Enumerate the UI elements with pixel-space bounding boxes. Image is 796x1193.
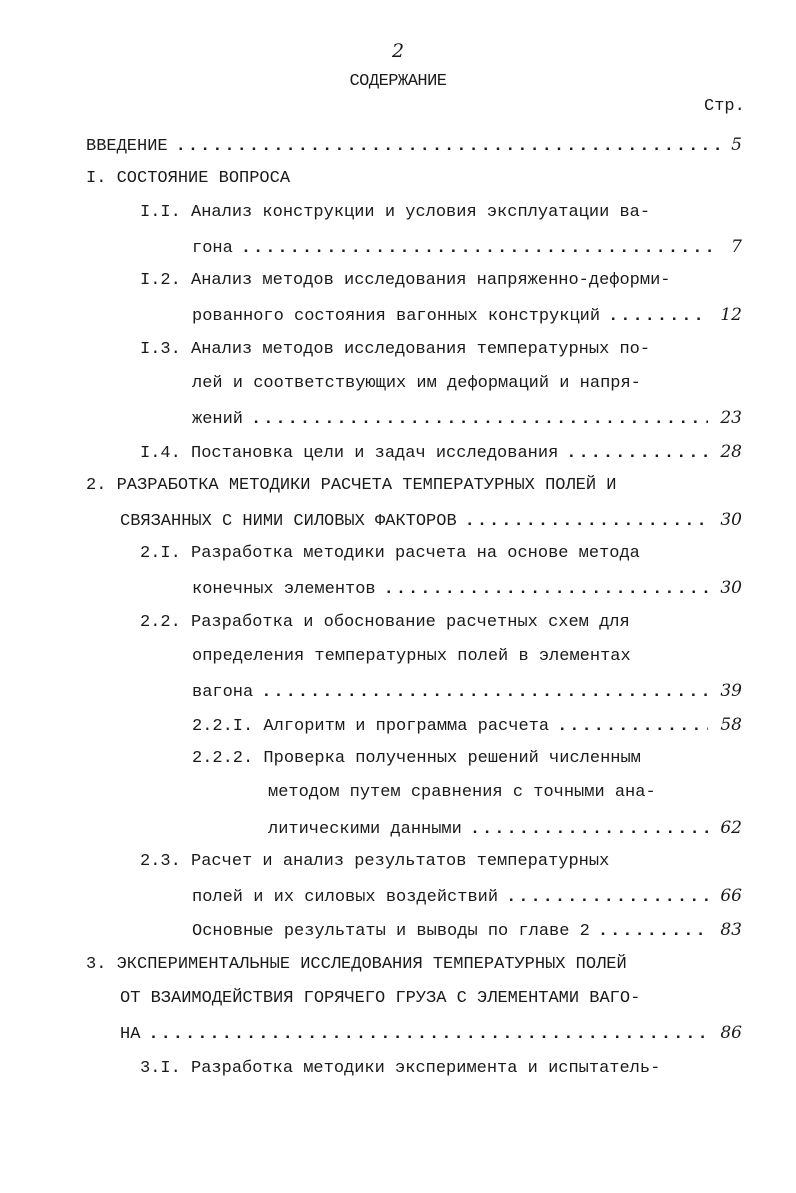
toc-entry-chapter-3-line-3[interactable] — [120, 1020, 742, 1046]
toc-entry-2-2-line-1[interactable] — [140, 610, 630, 636]
toc-page-number: 30 — [720, 578, 742, 598]
leader-dots — [241, 236, 719, 262]
toc-entry-text: 2.2.2. Проверка полученных решений численным — [192, 749, 641, 768]
leader-dots — [506, 885, 708, 911]
toc-page-number: 23 — [720, 408, 742, 428]
toc-entry-2-2-line-2[interactable] — [192, 644, 631, 670]
toc-entry-text: НА — [120, 1025, 141, 1044]
toc-entry-2-2-1[interactable] — [192, 712, 742, 738]
leader-dots — [470, 817, 709, 843]
toc-page-number: 39 — [720, 681, 742, 701]
toc-page-number: 7 — [731, 237, 742, 257]
toc-entry-2-2-line-3[interactable] — [192, 678, 742, 704]
toc-page-number: 28 — [720, 442, 742, 462]
toc-entry-text: I.3. Анализ методов исследования температурных по- — [140, 340, 651, 359]
leader-dots — [465, 509, 709, 535]
leader-dots — [608, 304, 708, 330]
toc-entry-2-1-line-2[interactable] — [192, 575, 742, 601]
toc-entry-1-1-line-2[interactable] — [192, 234, 742, 260]
toc-entry-text: I. СОСТОЯНИЕ ВОПРОСА — [86, 169, 291, 188]
toc-entry-text: ОТ ВЗАИМОДЕЙСТВИЯ ГОРЯЧЕГО ГРУЗА С ЭЛЕМЕНТАМИ ВАГО- — [120, 989, 641, 1008]
leader-dots — [566, 441, 708, 467]
leader-dots — [261, 680, 708, 706]
leader-dots — [148, 1022, 708, 1048]
toc-entry-text: определения температурных полей в элементах — [192, 647, 631, 666]
toc-entry-text: 3.I. Разработка методики эксперимента и испытатель- — [140, 1059, 661, 1078]
toc-entry-text: I.4. Постановка цели и задач исследования — [140, 444, 559, 463]
leader-dots — [384, 577, 709, 603]
toc-entry-text: 2.2. Разработка и обоснование расчетных схем для — [140, 613, 630, 632]
toc-entry-2-3-line-1[interactable] — [140, 849, 609, 875]
toc-entry-chapter-2-line-2[interactable] — [120, 507, 742, 533]
page-column-label: Стр. — [704, 97, 745, 116]
toc-entry-text: вагона — [192, 683, 254, 702]
toc-entry-text: конечных элементов — [192, 580, 376, 599]
toc-entry-chapter-3-line-1[interactable] — [86, 952, 627, 978]
toc-page-number: 12 — [720, 305, 742, 325]
page-title: СОДЕРЖАНИЕ — [349, 72, 447, 91]
toc-entry-text: 3. ЭКСПЕРИМЕНТАЛЬНЫЕ ИССЛЕДОВАНИЯ ТЕМПЕРАТУРНЫХ ПОЛЕЙ — [86, 955, 627, 974]
toc-entry-2-2-2-line-2[interactable] — [268, 780, 656, 806]
leader-dots — [598, 919, 708, 945]
toc-entry-2-2-2-line-1[interactable] — [192, 746, 641, 772]
toc-entry-text: ВВЕДЕНИЕ — [86, 137, 168, 156]
toc-entry-1-3-line-2[interactable] — [192, 371, 641, 397]
toc-entry-chapter-1[interactable] — [86, 166, 290, 192]
toc-page-number: 58 — [720, 715, 742, 735]
toc-entry-text: методом путем сравнения с точными ана- — [268, 783, 656, 802]
toc-entry-text: 2.I. Разработка методики расчета на основе метода — [140, 544, 640, 563]
toc-entry-chapter-2-summary[interactable] — [192, 917, 742, 943]
toc-entry-text: литическими данными — [268, 820, 462, 839]
leader-dots — [251, 407, 708, 433]
toc-entry-1-3-line-3[interactable] — [192, 405, 742, 431]
toc-entry-text: гона — [192, 239, 233, 258]
toc-page-number: 62 — [720, 818, 742, 838]
toc-page-number: 86 — [720, 1023, 742, 1043]
toc-page-number: 30 — [720, 510, 742, 530]
toc-entry-text: 2. РАЗРАБОТКА МЕТОДИКИ РАСЧЕТА ТЕМПЕРАТУРНЫХ ПОЛЕЙ И — [86, 476, 617, 495]
toc-entry-1-2-line-1[interactable] — [140, 268, 671, 294]
toc-entry-1-3-line-1[interactable] — [140, 337, 650, 363]
toc-entry-1-1-line-1[interactable] — [140, 200, 650, 226]
toc-entry-text: Основные результаты и выводы по главе 2 — [192, 922, 590, 941]
toc-entry-1-4[interactable] — [140, 439, 742, 465]
leader-dots — [557, 714, 708, 740]
toc-page-number: 66 — [720, 886, 742, 906]
toc-entry-chapter-2-line-1[interactable] — [86, 473, 617, 499]
toc-entry-text: СВЯЗАННЫХ С НИМИ СИЛОВЫХ ФАКТОРОВ — [120, 512, 457, 531]
toc-entry-text: полей и их силовых воздействий — [192, 888, 499, 907]
toc-entry-text: жений — [192, 410, 244, 429]
toc-entry-3-1-line-1[interactable] — [140, 1056, 660, 1082]
toc-entry-text: I.2. Анализ методов исследования напряженно-деформи- — [140, 271, 671, 290]
toc-entry-text: рованного состояния вагонных конструкций — [192, 307, 601, 326]
toc-page-number: 83 — [720, 920, 742, 940]
toc-entry-text: 2.3. Расчет и анализ результатов температурных — [140, 852, 610, 871]
toc-entry-text: 2.2.I. Алгоритм и программа расчета — [192, 717, 550, 736]
toc-entry-2-1-line-1[interactable] — [140, 541, 640, 567]
toc-entry-2-3-line-2[interactable] — [192, 883, 742, 909]
leader-dots — [176, 134, 720, 160]
toc-entry-2-2-2-line-3[interactable] — [268, 815, 742, 841]
page-number: 2 — [391, 40, 405, 62]
toc-entry-introduction[interactable] — [86, 132, 742, 158]
toc-entry-text: лей и соответствующих им деформаций и напря- — [192, 374, 641, 393]
toc-entry-chapter-3-line-2[interactable] — [120, 986, 640, 1012]
toc-entry-1-2-line-2[interactable] — [192, 302, 742, 328]
toc-entry-text: I.I. Анализ конструкции и условия эксплуатации ва- — [140, 203, 651, 222]
toc-page-number: 5 — [731, 135, 742, 155]
